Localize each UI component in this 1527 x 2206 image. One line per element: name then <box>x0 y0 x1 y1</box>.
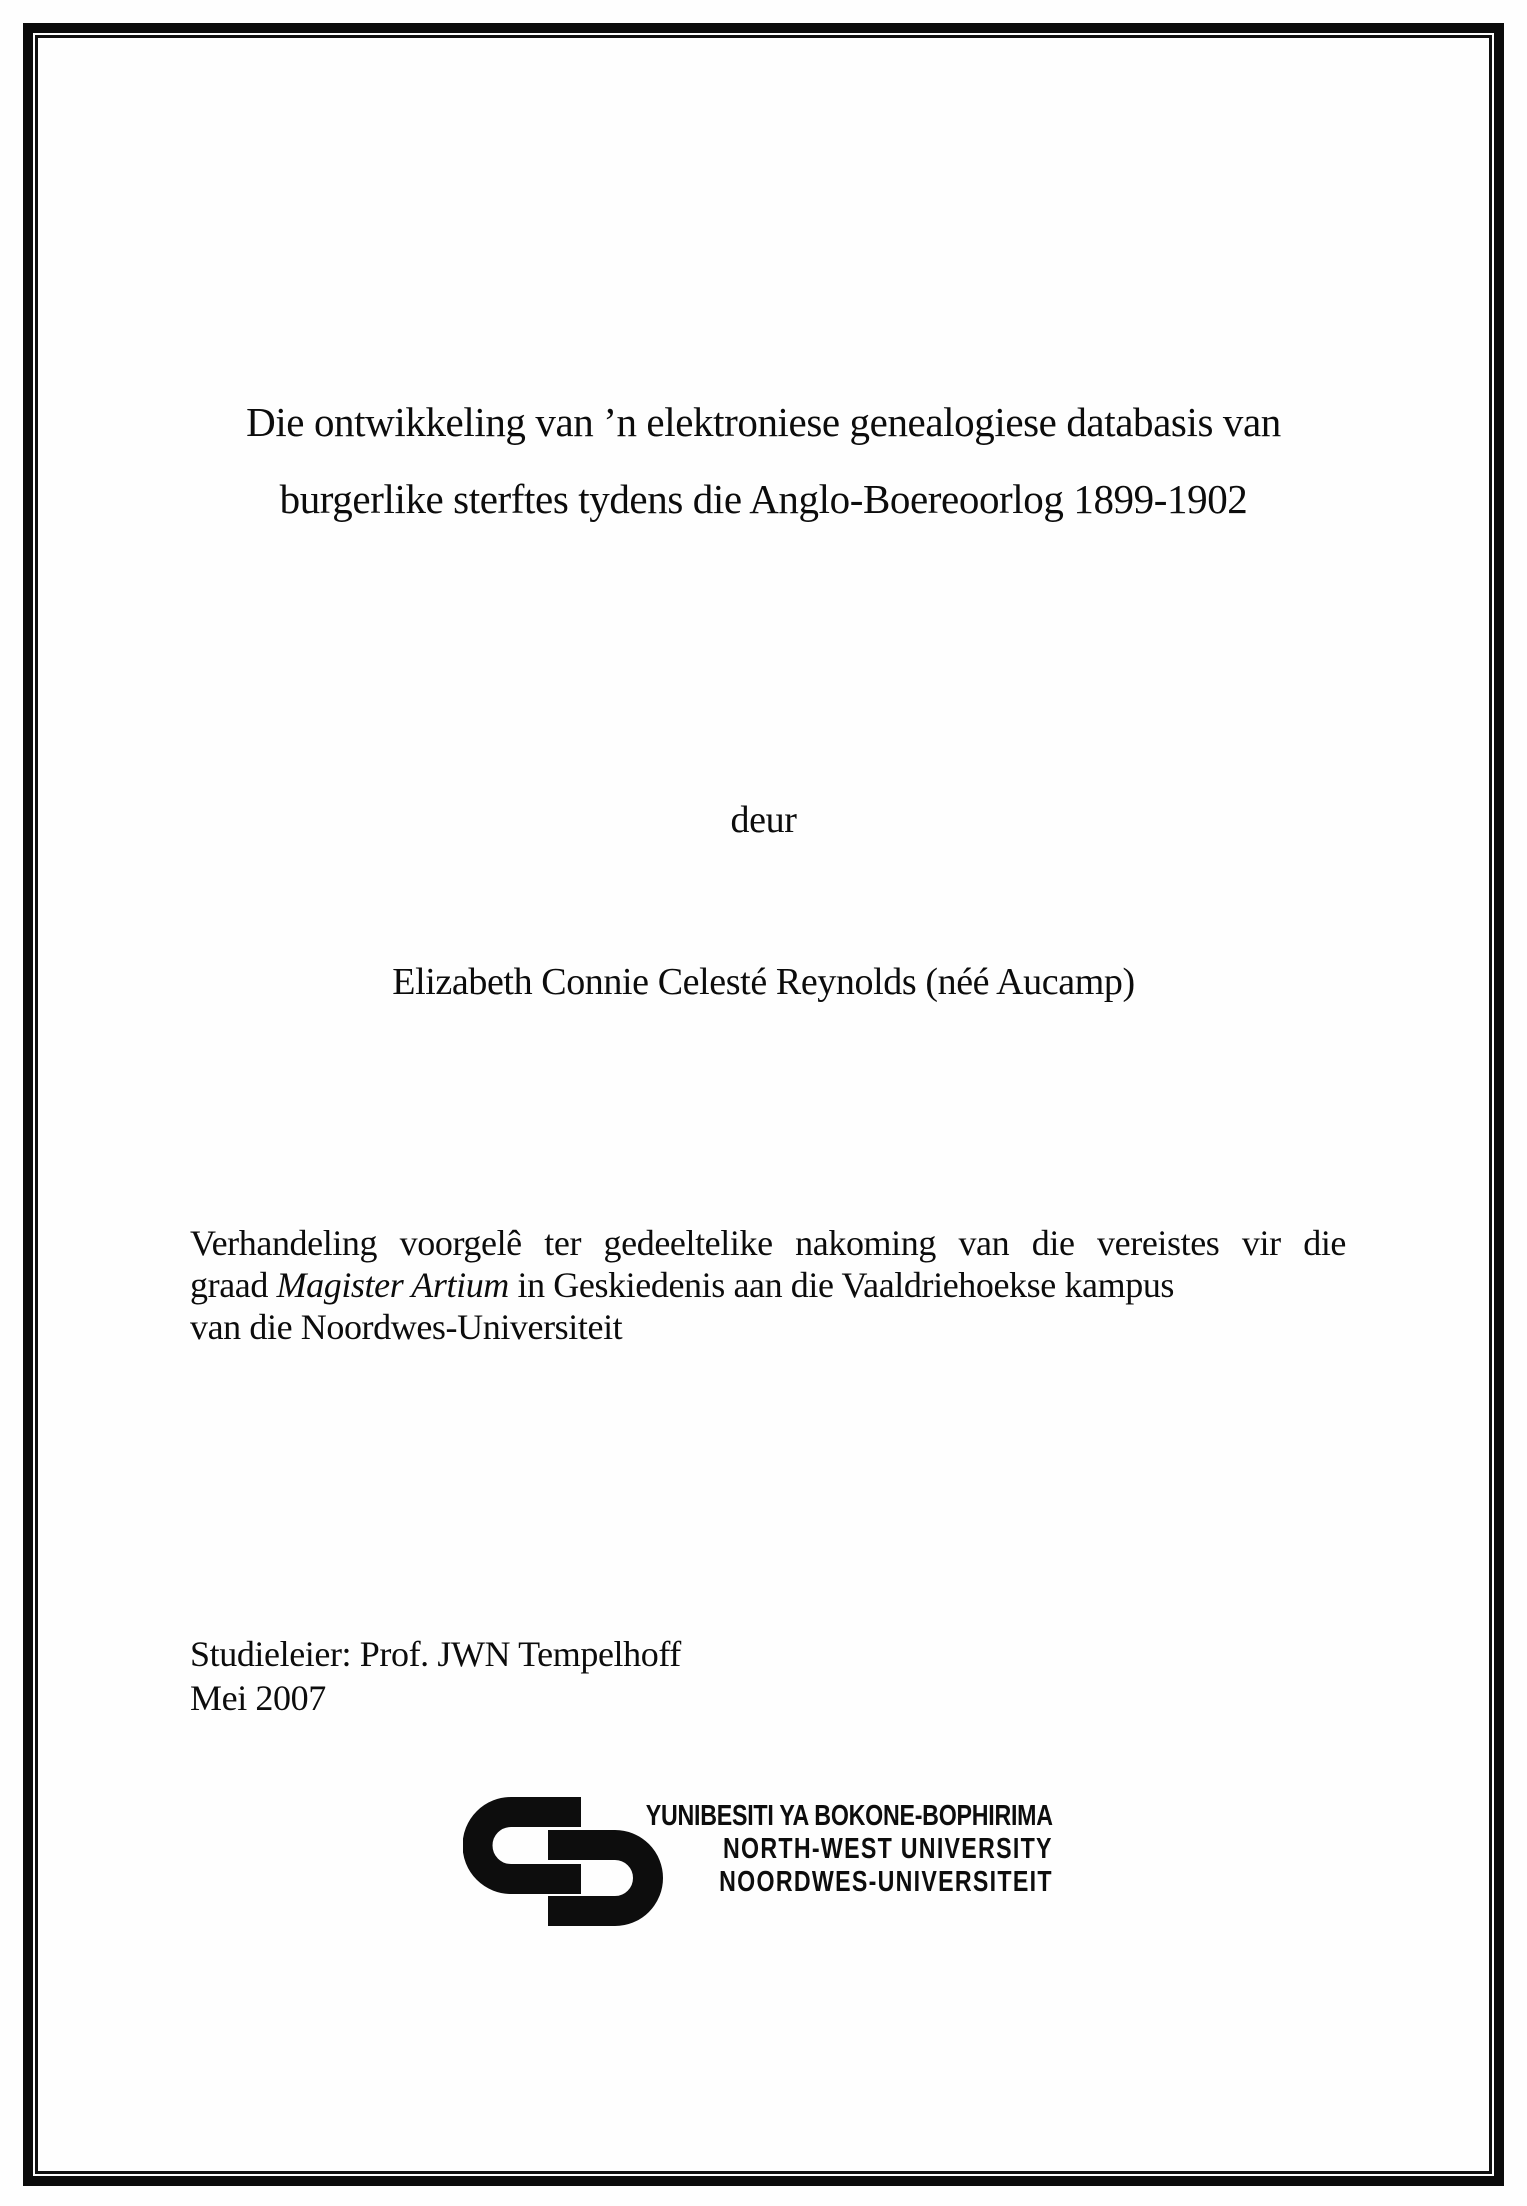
byline-deur: deur <box>730 799 797 841</box>
degree-statement-line3: van die Noordwes-Universiteit <box>190 1307 623 1347</box>
logo-line-afrikaans: NOORDWES-UNIVERSITEIT <box>719 1866 1053 1898</box>
thesis-title-line2: burgerlike sterftes tydens die Anglo-Boereoorlog 1899-1902 <box>279 476 1248 522</box>
nwu-chain-links-icon <box>463 1797 663 1926</box>
logo-line-setswana: YUNIBESITI YA BOKONE-BOPHIRIMA <box>645 1800 1053 1832</box>
degree-statement-line1: Verhandeling voorgelê ter gedeeltelike nakoming van die vereistes vir die <box>190 1223 1346 1263</box>
degree-name-italic: Magister Artium <box>276 1265 509 1305</box>
supervisor-line: Studieleier: Prof. JWN Tempelhoff <box>190 1634 681 1674</box>
author-name: Elizabeth Connie Celesté Reynolds (néé Aucamp) <box>392 961 1135 1003</box>
date-line: Mei 2007 <box>190 1678 326 1718</box>
thesis-title <box>37 384 1490 538</box>
logo-line-english: NORTH-WEST UNIVERSITY <box>723 1833 1053 1865</box>
university-logo-text <box>646 1800 1053 1899</box>
degree-statement <box>190 1222 1346 1348</box>
supervisor-block <box>190 1632 681 1720</box>
degree-statement-line2 <box>190 1264 1346 1306</box>
degree-statement-line2-pre: graad <box>190 1265 277 1305</box>
thesis-title-line1: Die ontwikkeling van ’n elektroniese genealogiese databasis van <box>246 399 1281 445</box>
degree-statement-line2-post: in Geskiedenis aan die Vaaldriehoekse kampus <box>508 1265 1175 1305</box>
